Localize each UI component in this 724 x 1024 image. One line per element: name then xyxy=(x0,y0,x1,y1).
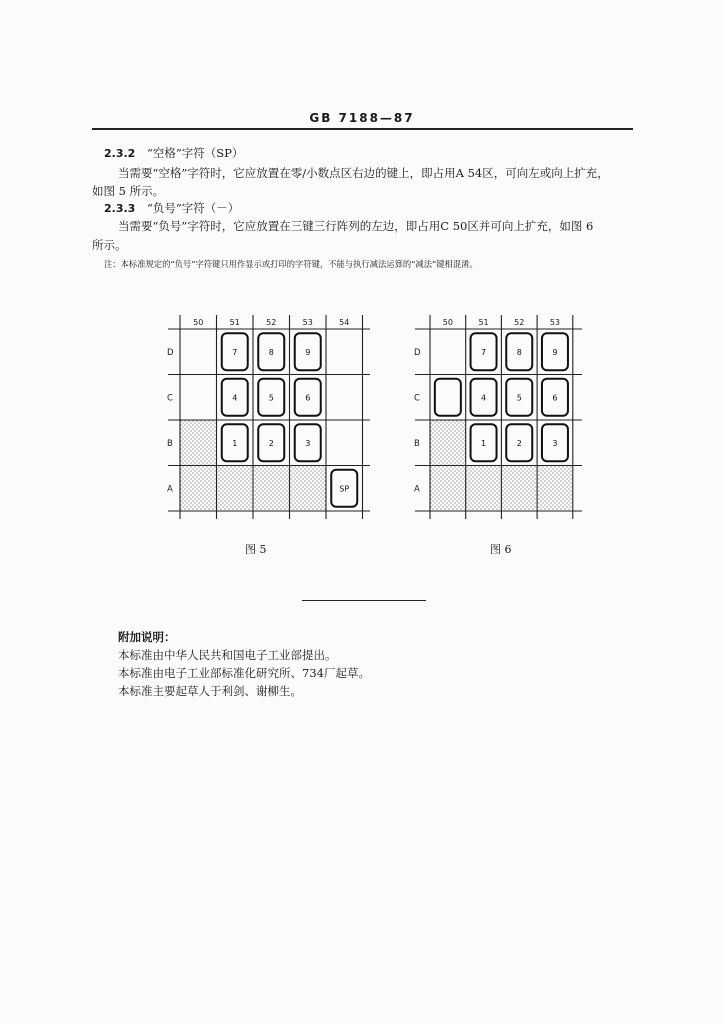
key-label: 9 xyxy=(552,347,558,357)
key-label: 8 xyxy=(516,347,522,357)
page-header: GB 7188—87 xyxy=(309,111,415,125)
section-title: “空格”字符（SP） xyxy=(146,146,244,160)
column-label: 53 xyxy=(549,318,561,327)
key-label: 1 xyxy=(481,438,487,448)
key-label: 1 xyxy=(232,438,238,448)
row-label: A xyxy=(167,484,173,495)
key-label: 3 xyxy=(305,438,311,448)
shaded-cell xyxy=(290,466,327,512)
shaded-cell xyxy=(180,420,217,466)
column-label: 52 xyxy=(514,318,525,327)
figure-6 xyxy=(414,315,582,519)
note: 注：本标准规定的“负号”字符键只用作显示或打印的字符键，不能与执行减法运算的“减法”键相混淆。 xyxy=(104,259,478,269)
appendix-line: 本标准由中华人民共和国电子工业部提出。 xyxy=(118,648,337,662)
column-label: 50 xyxy=(193,318,204,327)
key-label: SP xyxy=(339,484,350,494)
shaded-cell xyxy=(430,466,466,512)
shaded-cell xyxy=(180,466,217,512)
row-label: B xyxy=(414,438,420,449)
column-label: 50 xyxy=(442,318,453,327)
shaded-cell xyxy=(430,420,466,466)
appendix-title: 附加说明： xyxy=(118,630,176,644)
key-minus xyxy=(435,379,461,416)
key-label: 5 xyxy=(516,393,522,403)
shaded-cell xyxy=(537,466,573,512)
section-number: 2.3.2 xyxy=(104,147,136,160)
key-label: 4 xyxy=(232,393,238,403)
appendix-line: 本标准主要起草人于利剑、谢柳生。 xyxy=(118,684,302,698)
row-label: A xyxy=(414,484,420,495)
section-number: 2.3.3 xyxy=(104,202,136,215)
separator-rule xyxy=(302,600,426,601)
appendix-line: 本标准由电子工业部标准化研究所、734厂起草。 xyxy=(118,666,370,680)
figure-6-caption: 图 6 xyxy=(490,543,512,556)
key-label: 2 xyxy=(268,438,274,448)
key-label: 6 xyxy=(305,393,311,403)
column-label: 53 xyxy=(302,318,313,327)
key-label: 8 xyxy=(268,347,274,357)
paragraph-line: 如图 5 所示。 xyxy=(92,184,165,198)
shaded-cell xyxy=(217,466,254,512)
key-label: 7 xyxy=(481,347,487,357)
column-label: 51 xyxy=(478,318,489,327)
key-label: 2 xyxy=(516,438,522,448)
paragraph-line: 所示。 xyxy=(92,238,127,252)
shaded-cell xyxy=(253,466,290,512)
column-label: 52 xyxy=(266,318,277,327)
row-label: C xyxy=(167,393,173,404)
row-label: D xyxy=(414,347,421,358)
section-title: “负号”字符（－） xyxy=(146,201,240,215)
key-label: 3 xyxy=(552,438,558,448)
key-label: 9 xyxy=(305,347,311,357)
key-label: 4 xyxy=(481,393,487,403)
row-label: B xyxy=(167,438,173,449)
shaded-cell xyxy=(501,466,537,512)
figure-5 xyxy=(167,315,370,519)
paragraph-line: 当需要“负号”字符时，它应放置在三键三行阵列的左边，即占用C 50区并可向上扩充，如图 6 xyxy=(118,219,594,233)
column-label: 51 xyxy=(229,318,240,327)
paragraph-line: 当需要“空格”字符时，它应放置在零/小数点区右边的键上，即占用A 54区，可向左或向上扩充， xyxy=(118,166,609,180)
column-label: 54 xyxy=(339,318,350,327)
key-label: 6 xyxy=(552,393,558,403)
shaded-cell xyxy=(466,466,502,512)
row-label: D xyxy=(167,347,174,358)
figure-5-caption: 图 5 xyxy=(245,543,267,556)
row-label: C xyxy=(414,393,420,404)
key-label: 7 xyxy=(232,347,238,357)
key-label: 5 xyxy=(268,393,274,403)
